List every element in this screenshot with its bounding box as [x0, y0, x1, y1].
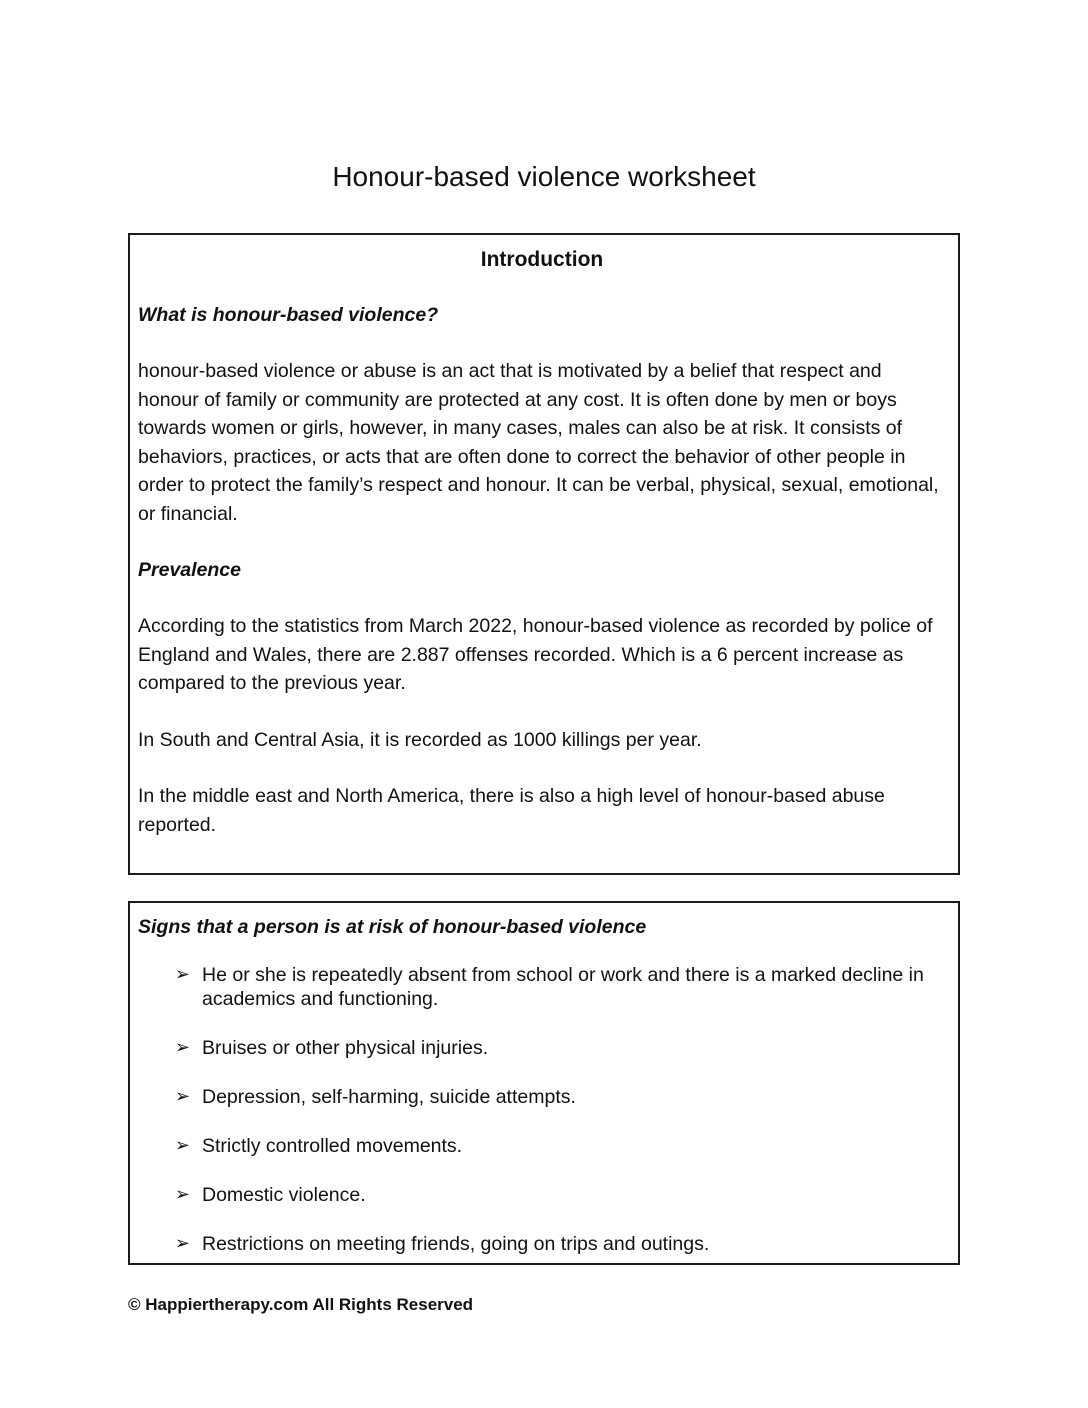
arrow-bullet-icon: ➢	[174, 964, 190, 985]
introduction-heading: Introduction	[480, 248, 604, 271]
copyright-footer: © Happiertherapy.com All Rights Reserved	[128, 1295, 474, 1314]
arrow-bullet-icon: ➢	[174, 1135, 190, 1156]
prevalence-paragraph-england: According to the statistics from March 2022, honour-based violence as recorded by police of England and Wales, there are 2.887 offenses recorded. Which is a 6 percent increase as compared to the previous year.	[138, 615, 933, 694]
arrow-bullet-icon: ➢	[174, 1184, 190, 1205]
sign-text: Domestic violence.	[202, 1184, 366, 1206]
arrow-bullet-icon: ➢	[174, 1233, 190, 1254]
signs-list	[138, 963, 946, 1256]
sign-text: Strictly controlled movements.	[202, 1135, 463, 1157]
list-item	[138, 1036, 946, 1060]
list-item	[138, 1183, 946, 1207]
arrow-bullet-icon: ➢	[174, 1037, 190, 1058]
introduction-section	[128, 233, 960, 875]
what-is-paragraph: honour-based violence or abuse is an act that is motivated by a belief that respect and honour of family or community are protected at any cost. It is often done by men or boys towards women or girls, however, in many cases, males can also be at risk. It consists of behaviors, practices, or acts that are often done to correct the behavior of other people in order to protect the family’s respect and honour. It can be verbal, physical, sexual, emotional, or financial.	[138, 360, 939, 525]
sign-text: Depression, self-harming, suicide attempts.	[202, 1086, 576, 1108]
prevalence-heading: Prevalence	[138, 559, 241, 581]
list-item	[138, 1232, 946, 1256]
page-title: Honour-based violence worksheet	[332, 161, 756, 192]
signs-heading: Signs that a person is at risk of honour-based violence	[138, 916, 647, 938]
signs-section	[128, 901, 960, 1265]
sign-text: He or she is repeatedly absent from school or work and there is a marked decline in academics and functioning.	[202, 964, 924, 1010]
sign-text: Restrictions on meeting friends, going on trips and outings.	[202, 1233, 710, 1255]
prevalence-paragraph-asia: In South and Central Asia, it is recorded as 1000 killings per year.	[138, 728, 702, 751]
prevalence-paragraph-middle-east: In the middle east and North America, there is also a high level of honour-based abuse reported.	[138, 785, 885, 836]
list-item	[138, 1134, 946, 1158]
list-item	[138, 963, 946, 1011]
list-item	[138, 1085, 946, 1109]
sign-text: Bruises or other physical injuries.	[202, 1037, 489, 1059]
arrow-bullet-icon: ➢	[174, 1086, 190, 1107]
what-is-heading: What is honour-based violence?	[138, 304, 439, 326]
